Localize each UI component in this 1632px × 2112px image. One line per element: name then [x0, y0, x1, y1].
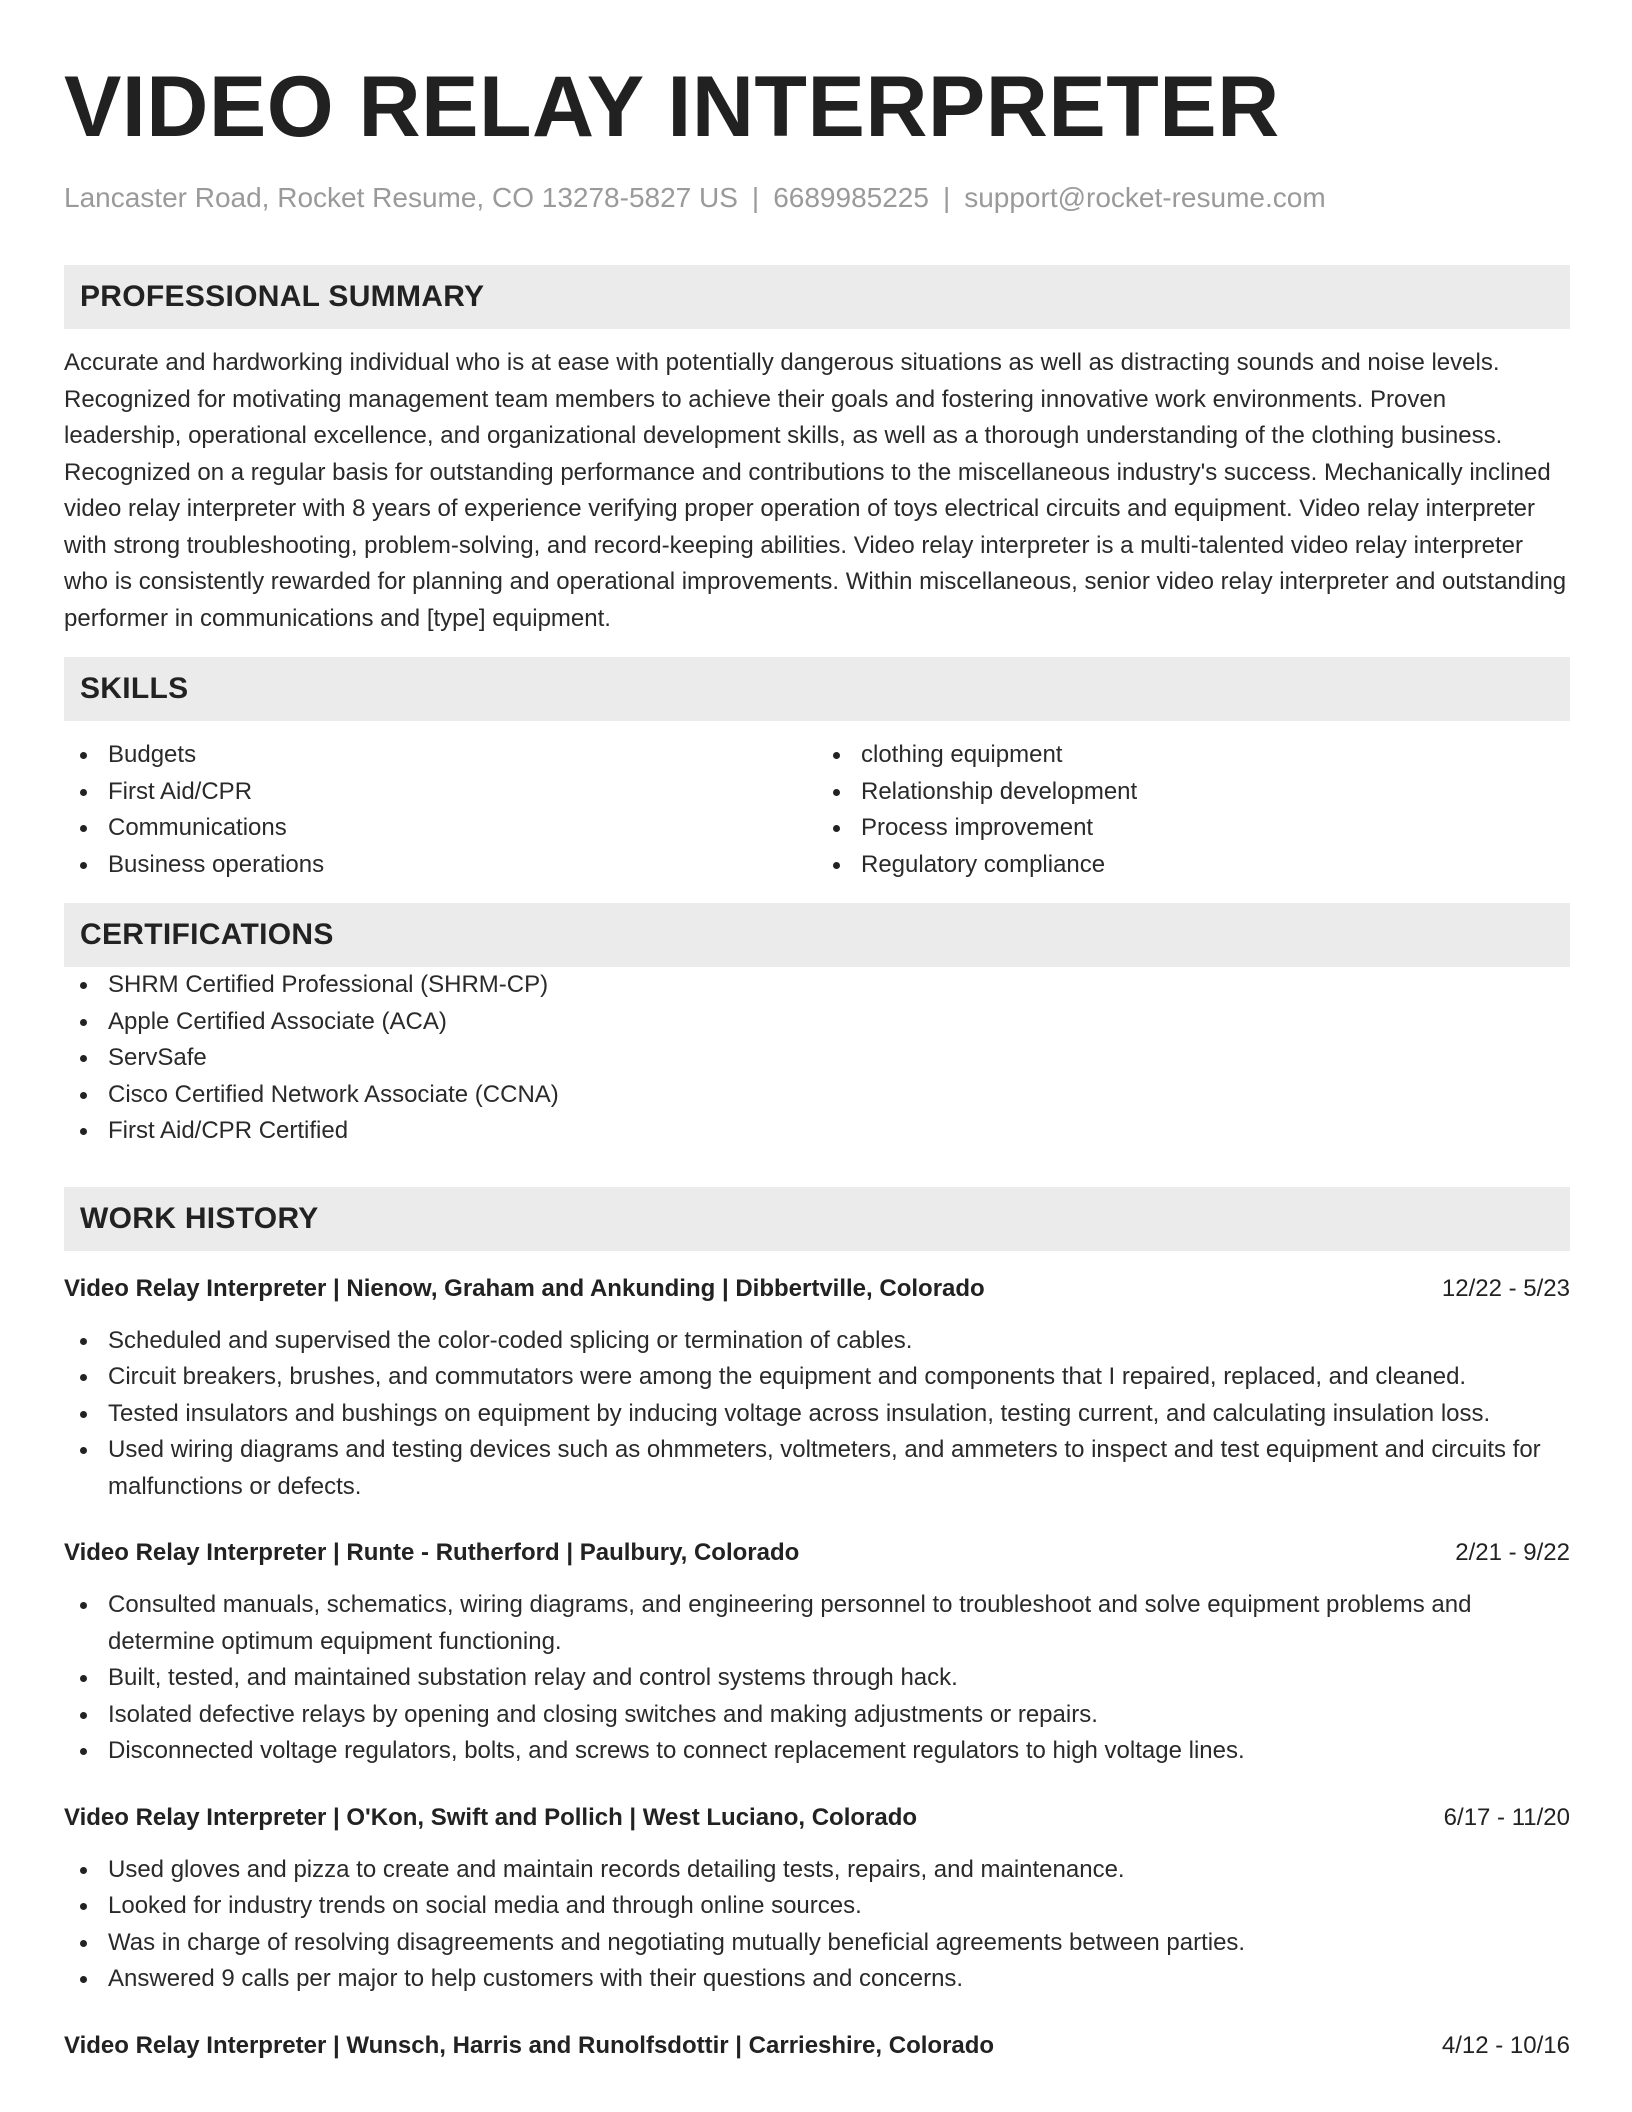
job-bullet: Disconnected voltage regulators, bolts, and screws to connect replacement regulators to high voltage lines.: [64, 1733, 1570, 1770]
contact-separator: |: [942, 182, 951, 213]
job-title: Video Relay Interpreter | Runte - Rutherford | Paulbury, Colorado: [64, 1539, 800, 1566]
resume-name: VIDEO RELAY INTERPRETER: [64, 59, 1280, 155]
job-dates: 4/12 - 10/16: [1441, 2031, 1570, 2059]
skill-item: Relationship development: [817, 774, 1570, 811]
job-bullets: [64, 1852, 1570, 1998]
job-bullet: Tested insulators and bushings on equipment by inducing voltage across insulation, testing current, and calculating insulation loss.: [64, 1396, 1570, 1433]
skill-item: clothing equipment: [817, 737, 1570, 774]
certification-item: First Aid/CPR Certified: [64, 1113, 1570, 1150]
job-entry: [64, 1535, 1570, 1770]
job-header: [64, 1800, 1570, 1836]
skill-item: Budgets: [64, 737, 817, 774]
job-entry: [64, 2028, 1570, 2064]
job-bullet: Used wiring diagrams and testing devices such as ohmmeters, voltmeters, and ammeters to inspect and test equipment and circuits for malfunctions or defects.: [64, 1432, 1570, 1505]
skills-heading: SKILLS: [64, 657, 1570, 721]
job-bullet: Answered 9 calls per major to help customers with their questions and concerns.: [64, 1961, 1570, 1998]
job-bullet: Consulted manuals, schematics, wiring diagrams, and engineering personnel to troubleshoot and solve equipment problems and determine optimum equipment functioning.: [64, 1587, 1570, 1660]
contact-phone: 6689985225: [773, 182, 929, 213]
contact-email: support@rocket-resume.com: [964, 182, 1326, 213]
job-entry: [64, 1271, 1570, 1506]
job-bullet: Scheduled and supervised the color-coded splicing or termination of cables.: [64, 1323, 1570, 1360]
skill-item: Business operations: [64, 847, 817, 884]
skill-item: Process improvement: [817, 810, 1570, 847]
job-bullet: Looked for industry trends on social media and through online sources.: [64, 1888, 1570, 1925]
job-bullet: Isolated defective relays by opening and closing switches and making adjustments or repairs.: [64, 1697, 1570, 1734]
job-header: [64, 1535, 1570, 1571]
summary-text: Accurate and hardworking individual who is at ease with potentially dangerous situations as well as distracting sounds and noise levels. Recognized for motivating management team members to achieve their goals and fostering innovative work environments. Proven leadership, operational excellence, and organizational development skills, as well as a thorough understanding of the clothing business. Recognized on a regular basis for outstanding performance and contributions to the miscellaneous industry's success. Mechanically inclined video relay interpreter with 8 years of experience verifying proper operation of toys electrical circuits and equipment. Video relay interpreter with strong troubleshooting, problem-solving, and record-keeping abilities. Video relay interpreter is a multi-talented video relay interpreter who is consistently rewarded for planning and operational improvements. Within miscellaneous, senior video relay interpreter and outstanding performer in communications and [type] equipment.: [64, 349, 1567, 632]
contact-address: Lancaster Road, Rocket Resume, CO 13278-5827 US: [64, 182, 738, 213]
contact-separator: |: [751, 182, 760, 213]
job-title: Video Relay Interpreter | Nienow, Graham and Ankunding | Dibbertville, Colorado: [64, 1274, 985, 1302]
job-entry: [64, 1800, 1570, 1998]
certifications-list: [64, 967, 1570, 1150]
certifications-heading: CERTIFICATIONS: [64, 903, 1570, 967]
job-header: [64, 2028, 1570, 2064]
job-bullet: Used gloves and pizza to create and maintain records detailing tests, repairs, and maintenance.: [64, 1852, 1570, 1889]
skill-item: Regulatory compliance: [817, 847, 1570, 884]
certification-item: SHRM Certified Professional (SHRM-CP): [64, 967, 1570, 1004]
certification-item: Cisco Certified Network Associate (CCNA): [64, 1077, 1570, 1114]
work-history-heading: WORK HISTORY: [64, 1187, 1570, 1251]
job-dates: 6/17 - 11/20: [1443, 1803, 1570, 1831]
job-bullet: Was in charge of resolving disagreements and negotiating mutually beneficial agreements between parties.: [64, 1925, 1570, 1962]
job-bullets: [64, 1587, 1570, 1770]
skill-item: Communications: [64, 810, 817, 847]
job-bullets: [64, 1323, 1570, 1506]
summary-heading: PROFESSIONAL SUMMARY: [64, 265, 1570, 329]
contact-line: [64, 182, 1570, 214]
job-bullet: Built, tested, and maintained substation relay and control systems through hack.: [64, 1660, 1570, 1697]
job-title: Video Relay Interpreter | Wunsch, Harris and Runolfsdottir | Carrieshire, Colorado: [64, 2031, 995, 2059]
job-bullet: Circuit breakers, brushes, and commutators were among the equipment and components that I repaired, replaced, and cleaned.: [64, 1359, 1570, 1396]
job-header: [64, 1271, 1570, 1307]
skills-column-left: [64, 737, 817, 883]
certification-item: ServSafe: [64, 1040, 1570, 1077]
skill-item: First Aid/CPR: [64, 774, 817, 811]
skills-list: [64, 737, 1570, 883]
certification-item: Apple Certified Associate (ACA): [64, 1004, 1570, 1041]
job-title: Video Relay Interpreter | O'Kon, Swift and Pollich | West Luciano, Colorado: [64, 1803, 918, 1831]
skills-column-right: [817, 737, 1570, 883]
job-dates: 2/21 - 9/22: [1455, 1539, 1570, 1566]
job-dates: 12/22 - 5/23: [1441, 1274, 1570, 1302]
